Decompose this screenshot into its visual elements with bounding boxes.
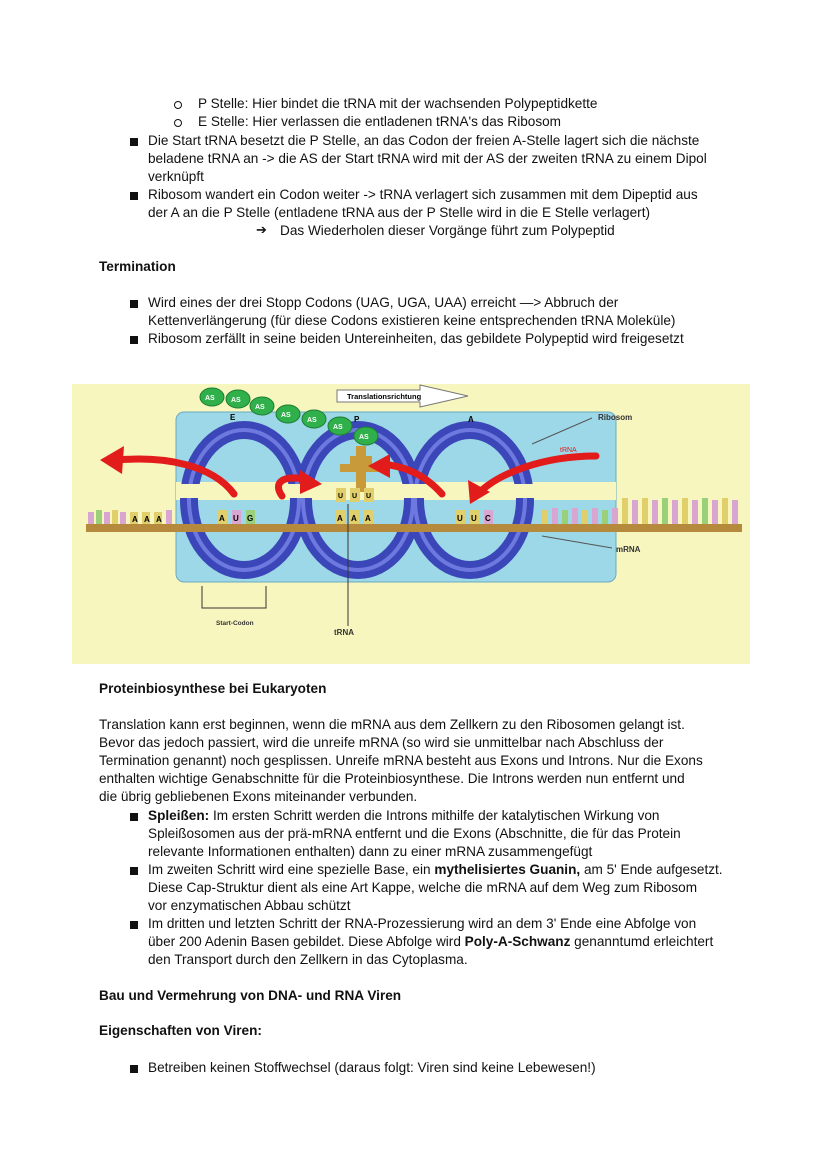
conclusion-text: Das Wiederholen dieser Vorgänge führt zum Polypeptid [280, 223, 615, 238]
spleissen-line-3: relevante Informationen enthalten) dann zu einer mRNA zusammengefügt [148, 844, 593, 859]
bullet [130, 300, 138, 308]
bullet [130, 336, 138, 344]
termination-line-3: Ribosom zerfällt in seine beiden Untereinheiten, das gebildete Polypeptid wird freigesetzt [148, 331, 684, 346]
spleissen-text: Im ersten Schritt werden die Introns mithilfe der katalytischen Wirkung von [209, 808, 660, 823]
viren-heading: Bau und Vermehrung von DNA- und RNA Viren [99, 988, 402, 1003]
e-stelle-text: E Stelle: Hier verlassen die entladenen tRNA's das Ribosom [198, 114, 562, 129]
codon-uuc-1: U [471, 514, 477, 523]
cap-bold: mythelisiertes Guanin, [434, 862, 581, 877]
as-label-2: AS [231, 397, 241, 404]
site-a-label: A [468, 415, 474, 424]
translation-direction-label: Translationsrichtung [347, 392, 422, 401]
bullet [130, 192, 138, 200]
ribosom-wandert-line-2: der A an die P Stelle (entladene tRNA aus der P Stelle wird in die E Stelle verlagert) [148, 205, 650, 220]
bullet [130, 138, 138, 146]
site-e-label: E [230, 413, 236, 422]
mrna-label: mRNA [616, 545, 641, 554]
ribosom-label: Ribosom [598, 413, 633, 422]
anticodon-2: U [366, 493, 372, 500]
viren-subheading: Eigenschaften von Viren: [99, 1023, 262, 1038]
sub-bullet [174, 119, 182, 127]
codon-aug-0: A [219, 514, 225, 523]
spleissen-line-1 [148, 807, 659, 825]
eukaryoten-para-2: Bevor das jedoch passiert, wird die unreife mRNA (so wird sie unmittelbar nach Abschluss der [99, 735, 664, 750]
eukaryoten-para-4: enthalten wichtige Genabschnitte für die Proteinbiosynthese. Die Introns werden nun entfernt und [99, 771, 685, 786]
spleissen-bold: Spleißen: [148, 808, 210, 823]
p-stelle-text: P Stelle: Hier bindet die tRNA mit der wachsenden Polypeptidkette [198, 96, 598, 111]
eukaryoten-para-1: Translation kann erst beginnen, wenn die mRNA aus dem Zellkern zu den Ribosomen gelangt ist. [99, 717, 685, 732]
bullet [130, 867, 138, 875]
cap-line-3: vor enzymatischen Abbau schützt [148, 898, 351, 913]
codon-aaa-1: A [351, 514, 357, 523]
right-arrow-icon: ➔ [256, 222, 267, 237]
start-trna-line-1: Die Start tRNA besetzt die P Stelle, an das Codon der freien A-Stelle lagert sich die nächste [148, 133, 700, 148]
trna-red-label: tRNA [560, 447, 577, 454]
bullet [130, 1065, 138, 1073]
poly-text-c: genanntumd erleichtert [570, 934, 714, 949]
as-label-5: AS [307, 417, 317, 424]
translation-diagram [72, 384, 750, 664]
as-label-7: AS [359, 434, 369, 441]
site-p-label: P [354, 415, 360, 424]
poly-line-1: Im dritten und letzten Schritt der RNA-Prozessierung wird an dem 3' Ende eine Abfolge von [148, 916, 697, 931]
codon-aug-2: G [247, 514, 254, 523]
eukaryoten-para-5: die übrig gebliebenen Exons miteinander verbunden. [99, 789, 418, 804]
start-trna-line-2: beladene tRNA an -> die AS der Start tRNA wird mit der AS der zweiten tRNA zu einem Dipol [148, 151, 707, 166]
sub-bullet [174, 101, 182, 109]
bullet [130, 921, 138, 929]
spleissen-line-2: Spleißosomen aus der prä-mRNA entfernt und die Exons (Abschnitte, die für das Protein [148, 826, 681, 841]
termination-heading: Termination [99, 259, 176, 274]
codon-uuc-0: U [457, 514, 463, 523]
cap-text-c: am 5' Ende aufgesetzt. [580, 862, 723, 877]
start-trna-line-3: verknüpft [148, 169, 204, 184]
as-label-1: AS [205, 395, 215, 402]
ribosom-wandert-line-1: Ribosom wandert ein Codon weiter -> tRNA verlagert sich zusammen mit dem Dipeptid aus [148, 187, 698, 202]
start-codon-label: Start-Codon [216, 620, 254, 627]
termination-line-2: Kettenverlängerung (für diese Codons existieren keine entsprechenden tRNA Moleküle) [148, 313, 676, 328]
left-aaa-0: A [132, 515, 138, 524]
viren-item-1: Betreiben keinen Stoffwechsel (daraus folgt: Viren sind keine Lebewesen!) [148, 1060, 596, 1075]
termination-line-1: Wird eines der drei Stopp Codons (UAG, UGA, UAA) erreicht —> Abbruch der [148, 295, 619, 310]
as-label-6: AS [333, 424, 343, 431]
eukaryoten-para-3: Termination genannt) noch gesplissen. Unreife mRNA besteht aus Exons und Introns. Nur die Exons [99, 753, 703, 768]
cap-line-2: Diese Cap-Struktur dient als eine Art Kappe, welche die mRNA auf dem Weg zum Ribosom [148, 880, 698, 895]
left-aaa-2: A [156, 515, 162, 524]
trna-bottom-label: tRNA [334, 628, 354, 637]
anticodon-1: U [352, 493, 358, 500]
codon-aug-1: U [233, 514, 239, 523]
codon-aaa-2: A [365, 514, 371, 523]
poly-line-2 [148, 933, 713, 951]
codon-aaa-0: A [337, 514, 343, 523]
as-label-4: AS [281, 412, 291, 419]
poly-line-3: den Transport durch den Zellkern in das Cytoplasma. [148, 952, 468, 967]
cap-line-1 [148, 861, 723, 879]
codon-uuc-2: C [485, 514, 491, 523]
as-label-3: AS [255, 404, 265, 411]
cap-text-a: Im zweiten Schritt wird eine spezielle Base, ein [148, 862, 435, 877]
bullet [130, 813, 138, 821]
poly-text-a: über 200 Adenin Basen gebildet. Diese Abfolge wird [148, 934, 465, 949]
eukaryoten-heading: Proteinbiosynthese bei Eukaryoten [99, 681, 327, 696]
anticodon-0: U [338, 493, 344, 500]
poly-bold: Poly-A-Schwanz [464, 934, 571, 949]
left-aaa-1: A [144, 515, 150, 524]
